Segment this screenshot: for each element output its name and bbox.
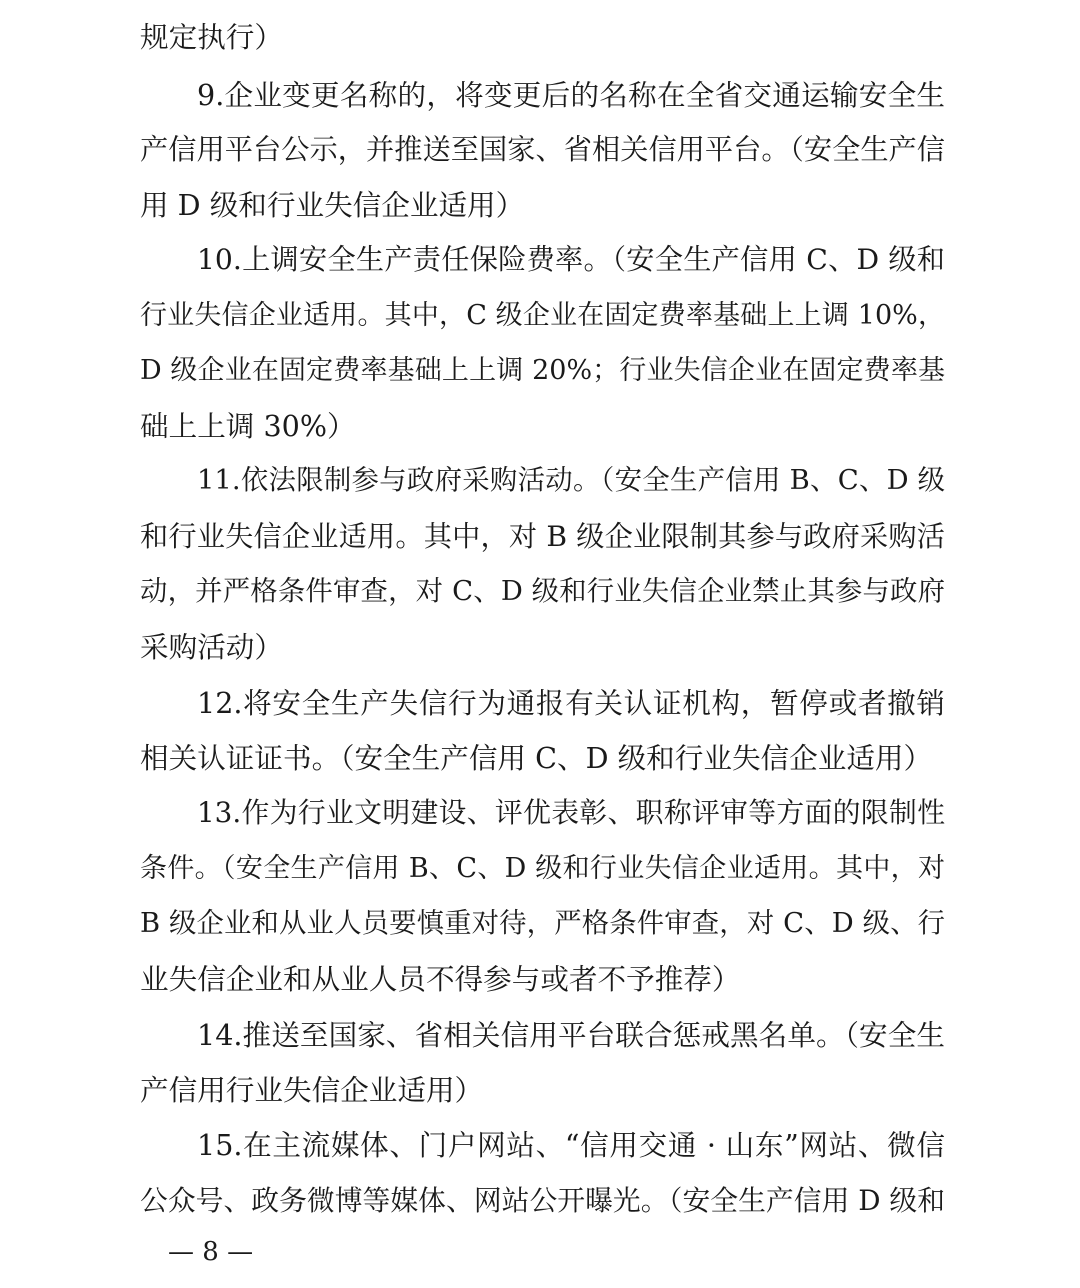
text-line: 15.在主流媒体、门户网站、“信用交通 · 山东”网站、微信 xyxy=(197,1128,945,1162)
text-line: 采购活动） xyxy=(140,630,283,664)
text-line: 公众号、政务微博等媒体、网站公开曝光。（安全生产信用 D 级和 xyxy=(140,1184,945,1217)
text-line: 行业失信企业适用。其中，C 级企业在固定费率基础上上调 10%， xyxy=(140,300,945,331)
text-line: 相关认证证书。（安全生产信用 C、D 级和行业失信企业适用） xyxy=(140,741,933,775)
text-line: 业失信企业和从业人员不得参与或者不予推荐） xyxy=(140,962,741,996)
text-line: D 级企业在固定费率基础上上调 20%；行业失信企业在固定费率基 xyxy=(140,355,945,386)
text-line: 用 D 级和行业失信企业适用） xyxy=(140,188,525,222)
text-line: 13.作为行业文明建设、评优表彰、职称评审等方面的限制性 xyxy=(197,796,945,829)
text-line: 11.依法限制参与政府采购活动。（安全生产信用 B、C、D 级 xyxy=(197,465,945,496)
text-line: 10.上调安全生产责任保险费率。（安全生产信用 C、D 级和 xyxy=(197,243,945,276)
text-line: 和行业失信企业适用。其中，对 B 级企业限制其参与政府采购活 xyxy=(140,520,945,553)
text-line: 产信用平台公示，并推送至国家、省相关信用平台。（安全生产信 xyxy=(140,133,945,166)
text-line: 动，并严格条件审查，对 C、D 级和行业失信企业禁止其参与政府 xyxy=(140,576,945,607)
text-line: 12.将安全生产失信行为通报有关认证机构，暂停或者撤销 xyxy=(197,686,945,720)
page-number: — 8 — xyxy=(168,1237,254,1267)
text-line: 产信用行业失信企业适用） xyxy=(140,1073,484,1107)
text-line: 础上上调 30%） xyxy=(140,409,356,443)
text-line: 14.推送至国家、省相关信用平台联合惩戒黑名单。（安全生 xyxy=(197,1018,945,1052)
text-line: B 级企业和从业人员要慎重对待，严格条件审查，对 C、D 级、行 xyxy=(140,908,945,939)
text-line: 条件。（安全生产信用 B、C、D 级和行业失信企业适用。其中，对 xyxy=(140,853,945,884)
text-line: 规定执行） xyxy=(140,20,283,54)
text-line: 9.企业变更名称的，将变更后的名称在全省交通运输安全生 xyxy=(197,78,945,112)
